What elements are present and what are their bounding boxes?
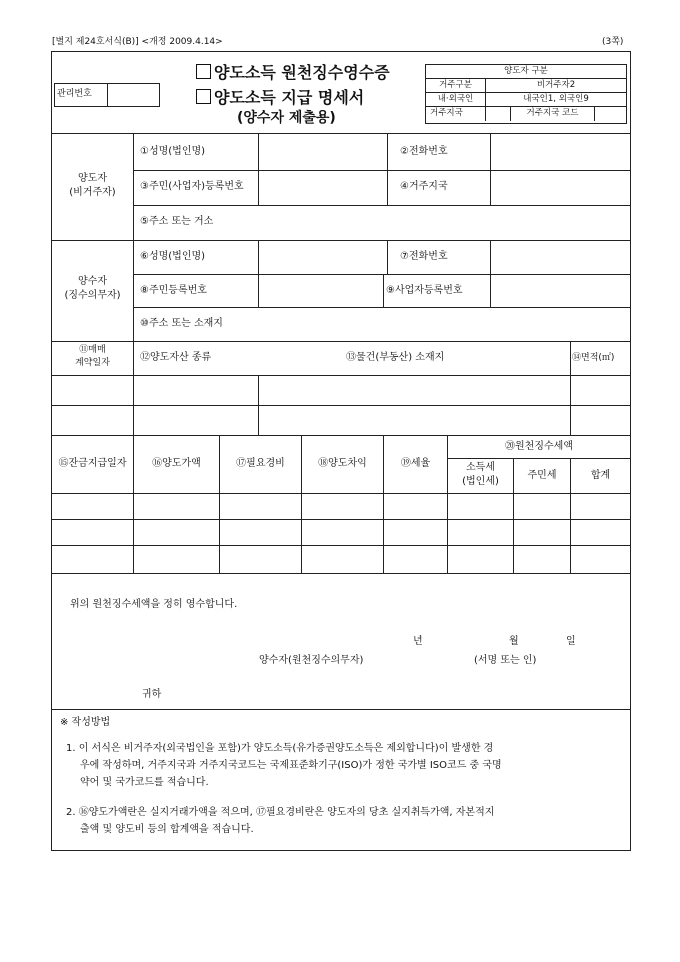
- transferee-section-sublabel: (징수의무자): [64, 290, 121, 301]
- signature-label[interactable]: (서명 또는 인): [474, 655, 537, 666]
- payment-row[interactable]: [52, 546, 629, 573]
- transferor-type-header: 양도자 구분: [504, 66, 548, 76]
- transferor-regno-field[interactable]: [259, 171, 387, 205]
- area-header: ⑭면적(㎡): [572, 353, 615, 363]
- contract-date-header-line2: 계약일자: [75, 358, 110, 368]
- payer-label: 양수자(원천징수의무자): [259, 655, 364, 666]
- date-day-label: 일: [566, 636, 576, 647]
- title-payment-statement: 양도소득 지급 명세서: [196, 89, 364, 106]
- residence-type-value: 비거주자2: [536, 80, 576, 90]
- title-withholding-receipt: 양도소득 원천징수영수증: [196, 64, 390, 81]
- residence-type-label: 거주구분: [439, 80, 472, 90]
- asset-type-header: ⑫양도자산 종류: [140, 352, 212, 363]
- instruction-2-line2: 출액 및 양도비 등의 합계액을 적습니다.: [80, 824, 254, 835]
- payment-row[interactable]: [52, 520, 629, 545]
- transfer-gain-header: ⑱양도차익: [318, 458, 367, 469]
- transferee-regno-field[interactable]: [259, 275, 383, 307]
- asset-row[interactable]: [52, 406, 629, 435]
- contract-date-header-line1: ⑪매매: [79, 345, 106, 355]
- instruction-1-line2: 우에 작성하며, 거주지국과 거주지국코드는 국제표준화기구(ISO)가 정한 국가별 ISO코드 중 국명: [80, 760, 502, 771]
- transferee-name-label: ⑥성명(법인명): [140, 251, 206, 262]
- transferee-bizno-field[interactable]: [491, 275, 629, 307]
- transferor-section-label: 양도자: [78, 173, 107, 184]
- transferee-name-field[interactable]: [259, 241, 387, 274]
- checkbox-statement[interactable]: [196, 89, 211, 104]
- transferor-name-field[interactable]: [259, 134, 387, 170]
- transferor-phone-field[interactable]: [491, 134, 629, 170]
- date-month-label: 월: [509, 636, 519, 647]
- income-tax-header-line1: 소득세: [466, 462, 495, 473]
- transferee-phone-field[interactable]: [491, 241, 629, 274]
- management-number-label: 관리번호: [57, 89, 92, 99]
- nationality-value: 내국인1, 외국인9: [523, 94, 589, 104]
- transferee-regno-label: ⑧주민등록번호: [140, 285, 207, 296]
- transferor-regno-label: ③주민(사업자)등록번호: [140, 181, 244, 192]
- tax-rate-header: ⑲세율: [400, 458, 431, 469]
- transferee-address-label: ⑩주소 또는 소재지: [140, 318, 223, 329]
- transferee-phone-label: ⑦전화번호: [400, 251, 448, 262]
- instruction-1-line3: 약어 및 국가코드를 적습니다.: [80, 777, 209, 788]
- instruction-2-line1: 2. ⑯양도가액란은 실지거래가액을 적으며, ⑰필요경비란은 양도자의 당초 실지취득가액, 자본적지: [66, 807, 495, 818]
- recipient-label: 귀하: [142, 689, 162, 700]
- instruction-1-line1: 1. 이 서식은 비거주자(외국법인을 포함)가 양도소득(유가증권양도소득은 제외합니다)이 발생한 경: [66, 743, 494, 754]
- date-year-label: 년: [413, 636, 423, 647]
- transferor-country-label: ④거주지국: [400, 181, 448, 192]
- income-tax-header-line2: (법인세): [462, 476, 499, 487]
- title-submitter: (양수자 제출용): [237, 110, 336, 126]
- final-payment-date-header: ⑮잔금지급일자: [58, 458, 127, 469]
- transferor-address-label: ⑤주소 또는 거소: [140, 216, 214, 227]
- necessary-cost-header: ⑰필요경비: [236, 458, 285, 469]
- total-header: 합계: [590, 470, 611, 481]
- transferee-section-label: 양수자: [78, 276, 107, 287]
- instructions-heading: ※ 작성방법: [60, 717, 111, 728]
- resident-tax-header: 주민세: [527, 470, 557, 481]
- withholding-tax-header: ⑳원천징수세액: [505, 441, 573, 452]
- property-location-header: ⑬물건(부동산) 소재지: [346, 352, 445, 363]
- asset-row[interactable]: [52, 376, 629, 405]
- page-label: (3쪽): [602, 37, 624, 47]
- nationality-label: 내·외국인: [437, 94, 474, 104]
- transferee-address-field[interactable]: [259, 308, 629, 341]
- transferor-name-label: ①성명(법인명): [140, 146, 206, 157]
- transferor-section-sublabel: (비거주자): [69, 187, 116, 198]
- residence-country-code-label: 거주지국 코드: [526, 108, 579, 118]
- form-number: [별지 제24호서식(B)] <개정 2009.4.14>: [52, 37, 223, 47]
- transferor-phone-label: ②전화번호: [400, 146, 448, 157]
- transfer-price-header: ⑯양도가액: [152, 458, 201, 469]
- payment-row[interactable]: [52, 494, 629, 519]
- receipt-statement: 위의 원천징수세액을 정히 영수합니다.: [70, 599, 238, 610]
- residence-country-label: 거주지국: [430, 108, 463, 118]
- transferee-bizno-label: ⑨사업자등록번호: [386, 285, 463, 296]
- checkbox-receipt[interactable]: [196, 64, 211, 79]
- transferor-address-field[interactable]: [259, 206, 629, 240]
- transferor-country-field[interactable]: [491, 171, 629, 205]
